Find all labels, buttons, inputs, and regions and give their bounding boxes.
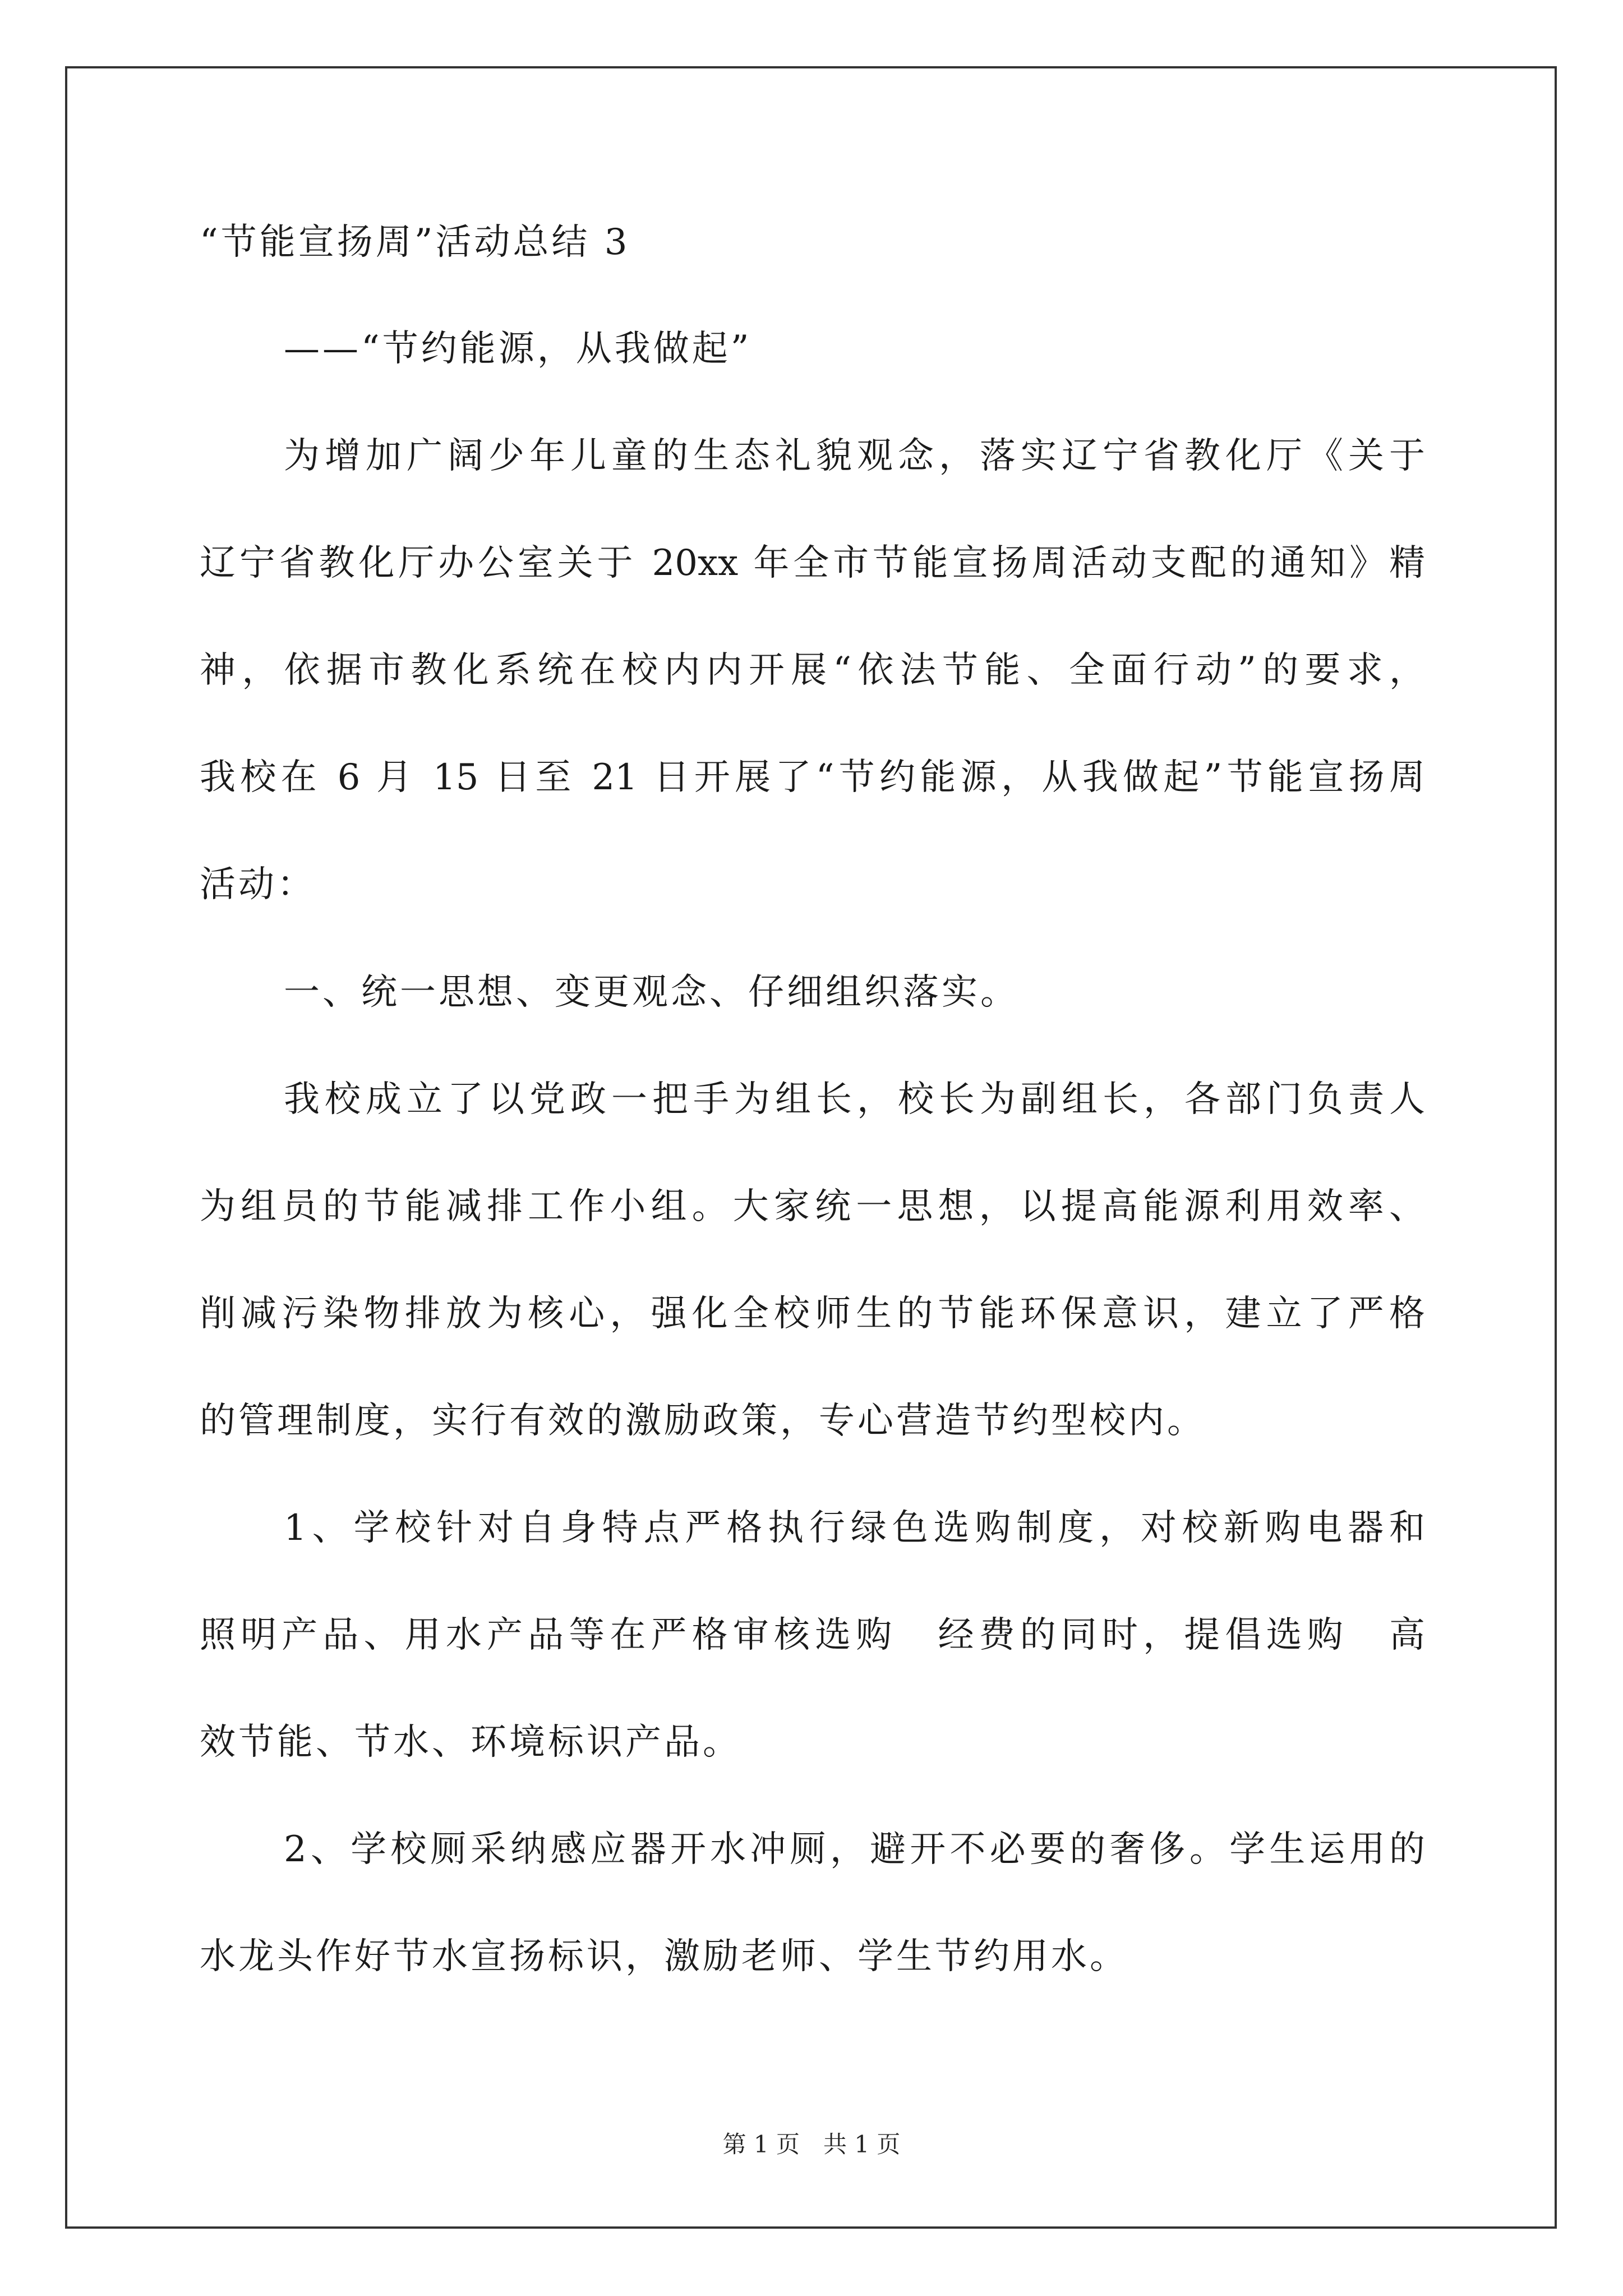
item2-line-2: 水龙头作好节水宣扬标识，激励老师、学生节约用水。 bbox=[200, 1936, 1128, 1977]
section-line-4: 的管理制度，实行有效的激励政策，专心营造节约型校内。 bbox=[200, 1400, 1206, 1442]
page-border bbox=[65, 66, 1557, 2229]
page-number-footer: 第 1 页 共 1 页 bbox=[722, 2131, 901, 2158]
intro-line-3: 神，依据市教化系统在校内内开展“依法节能、全面行动”的要求， bbox=[200, 650, 1425, 691]
section-line-2: 为组员的节能减排工作小组。大家统一思想，以提高能源利用效率、 bbox=[200, 1186, 1425, 1227]
intro-line-2: 辽宁省教化厅办公室关于 20xx 年全市节能宣扬周活动支配的通知》精 bbox=[200, 542, 1425, 584]
document-title: “节能宣扬周”活动总结 3 bbox=[200, 222, 630, 263]
item2-line-1: 2、学校厕采纳感应器开水冲厕，避开不必要的奢侈。学生运用的 bbox=[284, 1829, 1425, 1870]
intro-line-1: 为增加广阔少年儿童的生态礼貌观念，落实辽宁省教化厅《关于 bbox=[284, 435, 1425, 477]
section-line-3: 削减污染物排放为核心，强化全校师生的节能环保意识，建立了严格 bbox=[200, 1293, 1425, 1335]
document-subtitle: ——“节约能源，从我做起” bbox=[284, 328, 752, 370]
intro-line-5: 活动： bbox=[200, 864, 316, 905]
intro-line-4: 我校在 6 月 15 日至 21 日开展了“节约能源，从我做起”节能宣扬周 bbox=[200, 757, 1425, 798]
section-heading: 一、统一思想、变更观念、仔细组织落实。 bbox=[284, 972, 1019, 1013]
item1-line-3: 效节能、节水、环境标识产品。 bbox=[200, 1722, 741, 1763]
item1-line-1: 1、学校针对自身特点严格执行绿色选购制度，对校新购电器和 bbox=[284, 1507, 1425, 1549]
section-line-1: 我校成立了以党政一把手为组长，校长为副组长，各部门负责人 bbox=[284, 1079, 1425, 1120]
item1-line-2: 照明产品、用水产品等在严格审核选购 经费的同时，提倡选购 高 bbox=[200, 1614, 1425, 1656]
